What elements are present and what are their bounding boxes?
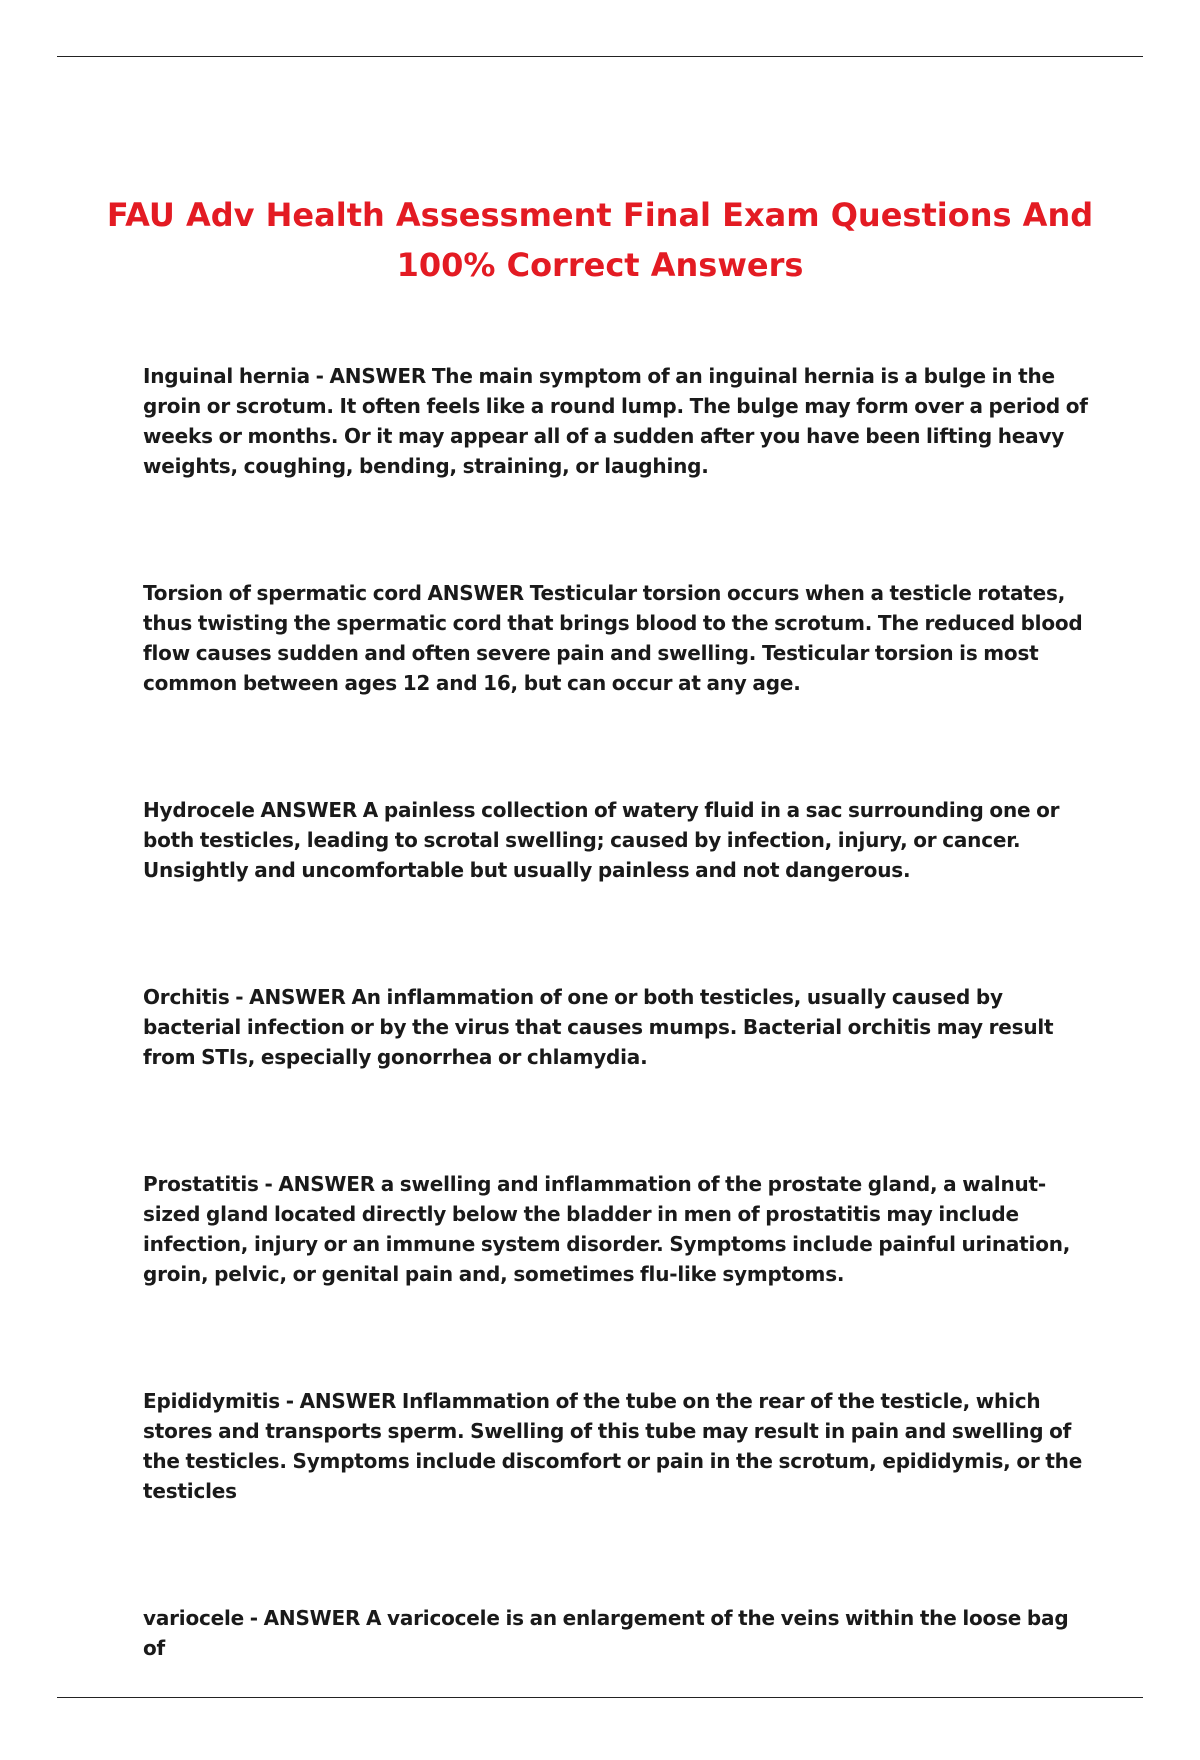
qa-list	[143, 361, 1093, 1760]
qa-item-epididymitis: Epididymitis - ANSWER Inflammation of the tube on the rear of the testicle, which stores and transports sperm. Swelling of this tube may result in pain and swelling of the testicles. Symptoms include discomfort or pain in the scrotum, epididymis, or the testicles	[143, 1389, 1083, 1503]
qa-item-hydrocele: Hydrocele ANSWER A painless collection of watery fluid in a sac surrounding one or both testicles, leading to scrotal swelling; caused by infection, injury, or cancer. Unsightly and uncomfortable but usually painless and not dangerous.	[143, 798, 1060, 882]
bottom-rule	[57, 1697, 1143, 1698]
qa-item-torsion-of-spermatic-cord: Torsion of spermatic cord ANSWER Testicular torsion occurs when a testicle rotates, thus twisting the spermatic cord that brings blood to the scrotum. The reduced blood flow causes sudden and often severe pain and swelling. Testicular torsion is most common between ages 12 and 16, but can occur at any age.	[143, 581, 1083, 695]
qa-item-orchitis: Orchitis - ANSWER An inflammation of one or both testicles, usually caused by bacterial infection or by the virus that causes mumps. Bacterial orchitis may result from STIs, especially gonorrhea or chlamydia.	[143, 985, 1054, 1069]
qa-item-inguinal-hernia: Inguinal hernia - ANSWER The main symptom of an inguinal hernia is a bulge in the groin or scrotum. It often feels like a round lump. The bulge may form over a period of weeks or months. Or it may appear all of a sudden after you have been lifting heavy weights, coughing, bending, straining, or laughing.	[143, 364, 1088, 478]
page-title: FAU Adv Health Assessment Final Exam Questions And 100% Correct Answers	[106, 196, 1094, 284]
top-rule	[57, 56, 1143, 57]
qa-item-variocele: variocele - ANSWER A varicocele is an enlargement of the veins within the loose bag of	[143, 1606, 1069, 1660]
qa-item-prostatitis: Prostatitis - ANSWER a swelling and inflammation of the prostate gland, a walnut-sized gland located directly below the bladder in men of prostatitis may include infection, injury or an immune system disorder. Symptoms include painful urination, groin, pelvic, or genital pain and, sometimes flu-like symptoms.	[143, 1172, 1071, 1286]
